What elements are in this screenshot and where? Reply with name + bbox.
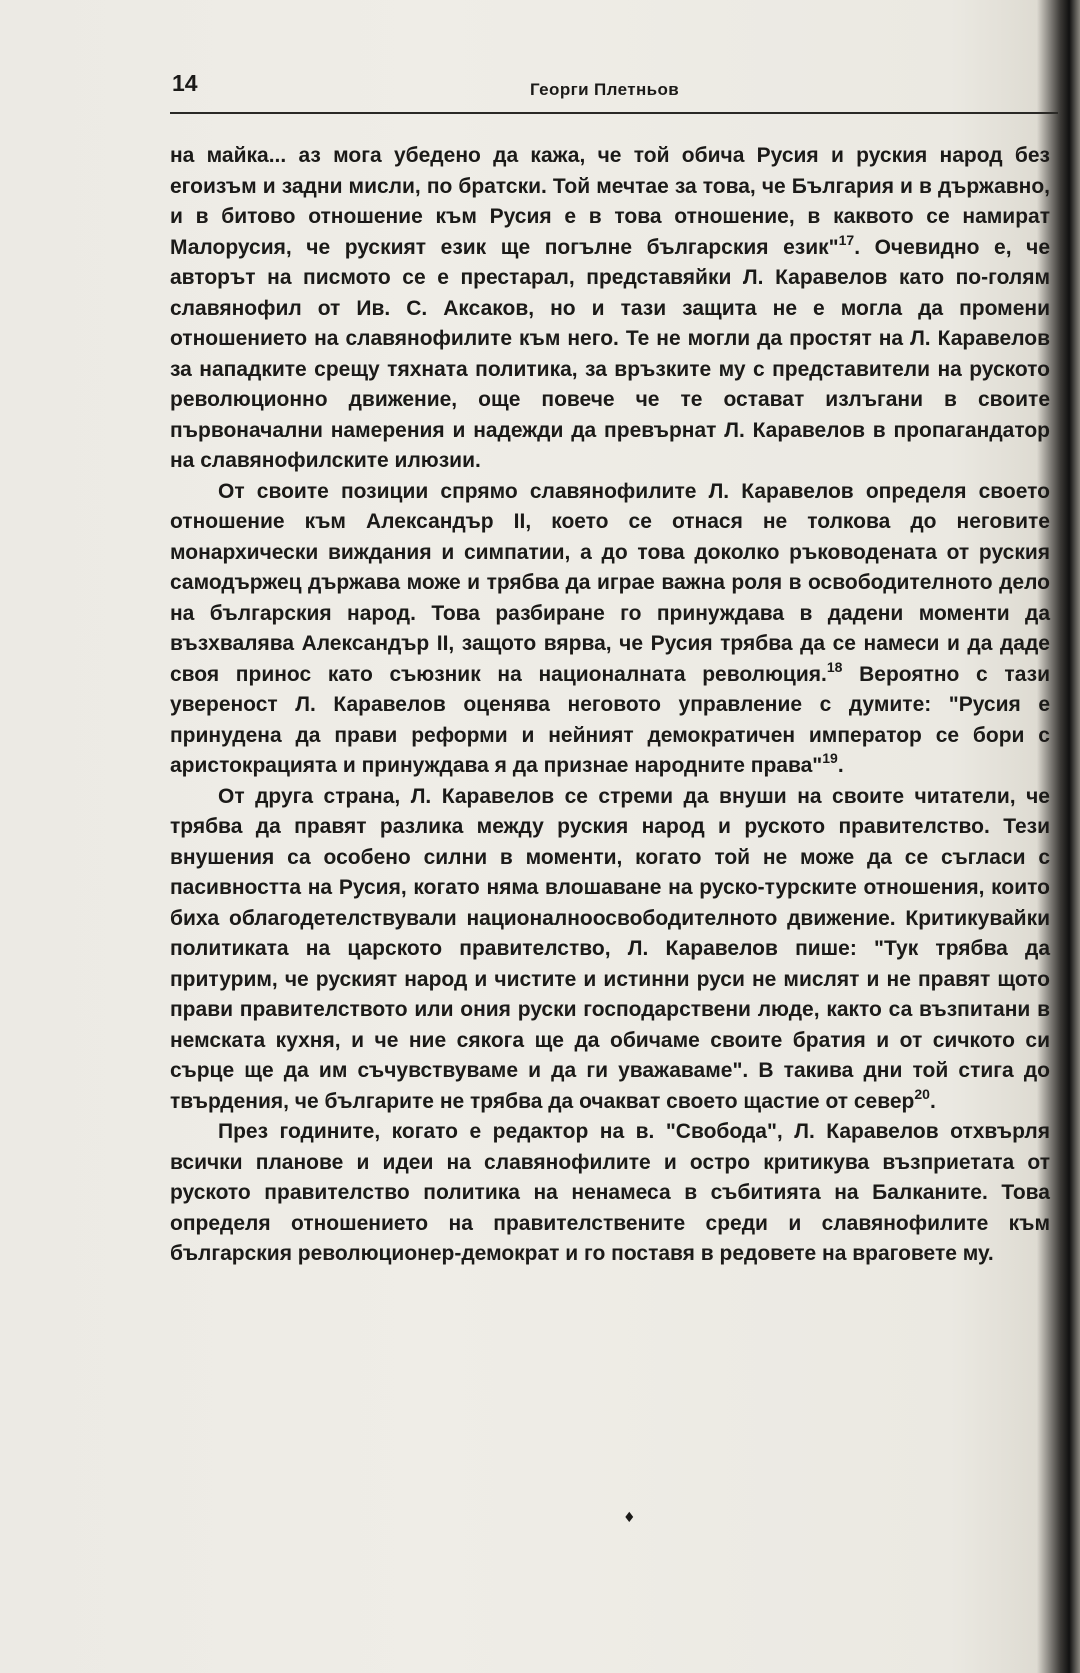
- text-segment: . Очевидно е, че авторът на писмото се е престарал, представяйки Л. Каравелов като по-голям славянофил от Ив. С. Аксаков, но и тази защита не е могла да промени отношението на славянофилите към него. Те не могли да простят на Л. Каравелов за нападките срещу тяхната политика, за връзките му с представители на руското революционно движение, още повече че те остават излъгани в своите първоначални намерения и надежди да превърнат Л. Каравелов в пропагандатор на славянофилските илюзии.: [170, 235, 1050, 472]
- text-segment: Вероятно с тази увереност Л. Каравелов оценява неговото управление с думите: "Русия е принудена да прави реформи и нейният демократичен император се бори с аристокрацията и принуждава я да признае народните права": [170, 662, 1050, 777]
- footnote-ref-18: 18: [826, 658, 843, 675]
- running-head-author: Георги Плетньов: [530, 80, 680, 99]
- ornament-mark: ♦: [623, 1510, 636, 1526]
- text-segment: От своите позиции спрямо славянофилите Л. Каравелов определя своето отношение към Александър II, което се отнася не толкова до неговите монархически виждания и симпатии, а до това доколко ръководената от руския самодържец държава може и трябва да играе важна роля в освободителното дело на българския народ. Това разбиране го принуждава в дадени моменти да възхвалява Александър II, защото вярва, че Русия трябва да се намеси и да даде своя принос като съюзник на националната революция.: [170, 479, 1050, 686]
- footnote-ref-20: 20: [914, 1085, 930, 1102]
- paragraph-2: [170, 477, 1050, 782]
- page-header: [170, 66, 1058, 114]
- text-segment: През годините, когато е редактор на в. "Свобода", Л. Каравелов отхвърля всички планове и идеи на славянофилите и остро критикува възприетата от руското правителство политика на ненамеса в събитията на Балканите. Това определя отношението на правителствените среди и славянофилите към българския революционер-демократ и го поставя в редовете на враговете му.: [170, 1120, 1050, 1265]
- paragraph-4: [170, 1117, 1050, 1270]
- text-segment: От друга страна, Л. Каравелов се стреми да внуши на своите читатели, че трябва да правят разлика между руския народ и руското правителство. Тези внушения са особено силни в моменти, когато той не може да се съгласи с пасивността на Русия, когато няма влошаване на руско-турските отношения, които биха облагодетелствували националноосвободителното движение. Критикувайки политиката на царското правителство, Л. Каравелов пише: "Тук трябва да притурим, че руският народ и чистите и истинни руси не мислят и не правят щото прави правителството или ония руски господарствени люде, както са възпитани в немската кухня, и че ние сякога ще да обичаме своите братия и от сичкото си сърце ще да им съчувствуваме и да ги уважаваме". В такива дни той стига до твърдения, че българите не трябва да очакват своето щастие от север: [170, 784, 1050, 1113]
- footnote-ref-17: 17: [838, 231, 855, 248]
- paragraph-3: [170, 782, 1050, 1118]
- body-text: [170, 141, 1050, 1270]
- text-segment: .: [929, 1089, 936, 1113]
- text-segment: .: [837, 754, 844, 777]
- page-number: 14: [172, 70, 198, 96]
- paragraph-1: [170, 141, 1050, 477]
- footnote-ref-19: 19: [822, 750, 838, 766]
- text-segment: на майка... аз мога убедено да кажа, че той обича Русия и руския народ без егоизъм и задни мисли, по братски. Той мечтае за това, че България и в държавно, и в битово отношение към Русия е в това отношение, в каквото се намират Малорусия, че руският език ще погълне българския език": [170, 144, 1050, 259]
